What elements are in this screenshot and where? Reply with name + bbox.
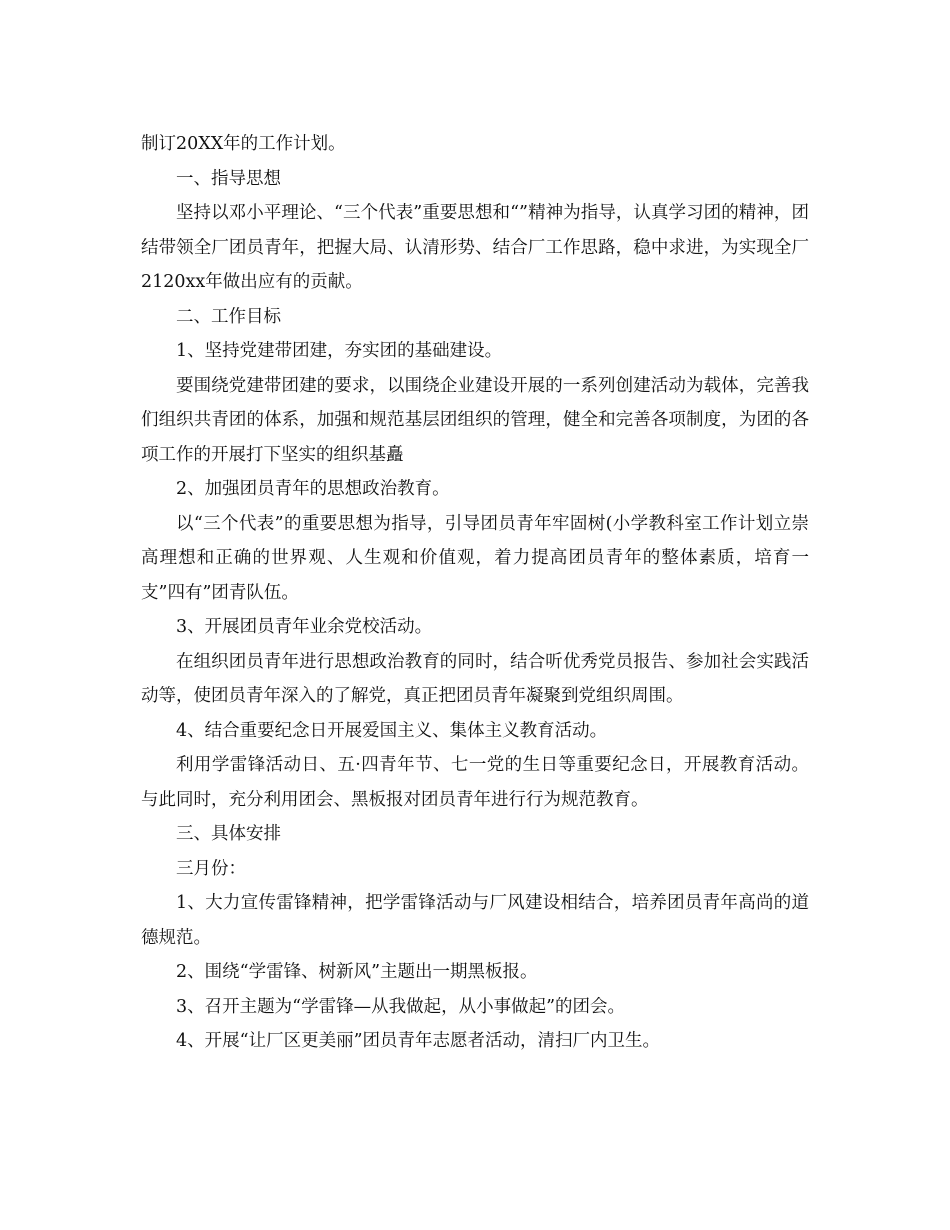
heading-work-goals: 二、工作目标 [176,306,281,327]
march-item-2: 2、围绕“学雷锋、树新风”主题出一期黑板报。 [176,962,538,982]
goal-1-title: 1、坚持党建带团建，夯实团的基础建设。 [176,341,503,361]
goal-2-body: 以“三个代表”的重要思想为指导，引导团员青年牢固树(小学教科室工作计划立崇高理想和正确的世界观、人生观和价值观，着力提高团员青年的整体素质，培育一支”四有”团青队伍。 [141,513,809,603]
goal-3-title: 3、开展团员青年业余党校活动。 [176,617,433,637]
paragraph-guiding-ideology: 坚持以邓小平理论、“三个代表”重要思想和“”精神为指导，认真学习团的精神，团结带领全厂团员青年，把握大局、认清形势、结合厂工作思路，稳中求进，为实现全厂2120xx年做出应有的贡献。 [141,203,809,292]
goal-2-title: 2、加强团员青年的思想政治教育。 [176,479,450,499]
goal-4-title: 4、结合重要纪念日开展爱国主义、集体主义教育活动。 [176,720,608,741]
heading-guiding-ideology: 一、指导思想 [176,168,281,189]
heading-specific-arrangements: 三、具体安排 [176,824,281,844]
paragraph-intro: 制订20XX年的工作计划。 [141,134,346,154]
march-item-4: 4、开展“让厂区更美丽”团员青年志愿者活动，清扫厂内卫生。 [176,1031,661,1051]
goal-4-body: 利用学雷锋活动日、五·四青年节、七一党的生日等重要纪念日，开展教育活动。与此同时，充分利用团会、黑板报对团员青年进行行为规范教育。 [141,755,809,810]
month-march-label: 三月份： [176,858,246,879]
goal-3-body: 在组织团员青年进行思想政治教育的同时，结合听优秀党员报告、参加社会实践活动等，使团员青年深入的了解党，真正把团员青年凝聚到党组织周围。 [141,651,809,706]
document-body [141,127,809,1059]
goal-1-body: 要围绕党建带团建的要求，以围绕企业建设开展的一系列创建活动为载体，完善我们组织共青团的体系，加强和规范基层团组织的管理，健全和完善各项制度，为团的各项工作的开展打下坚实的组织基矗 [141,375,809,465]
march-item-1: 1、大力宣传雷锋精神，把学雷锋活动与厂风建设相结合，培养团员青年高尚的道德规范。 [141,893,809,948]
march-item-3: 3、召开主题为“学雷锋—从我做起，从小事做起”的团会。 [176,996,626,1017]
